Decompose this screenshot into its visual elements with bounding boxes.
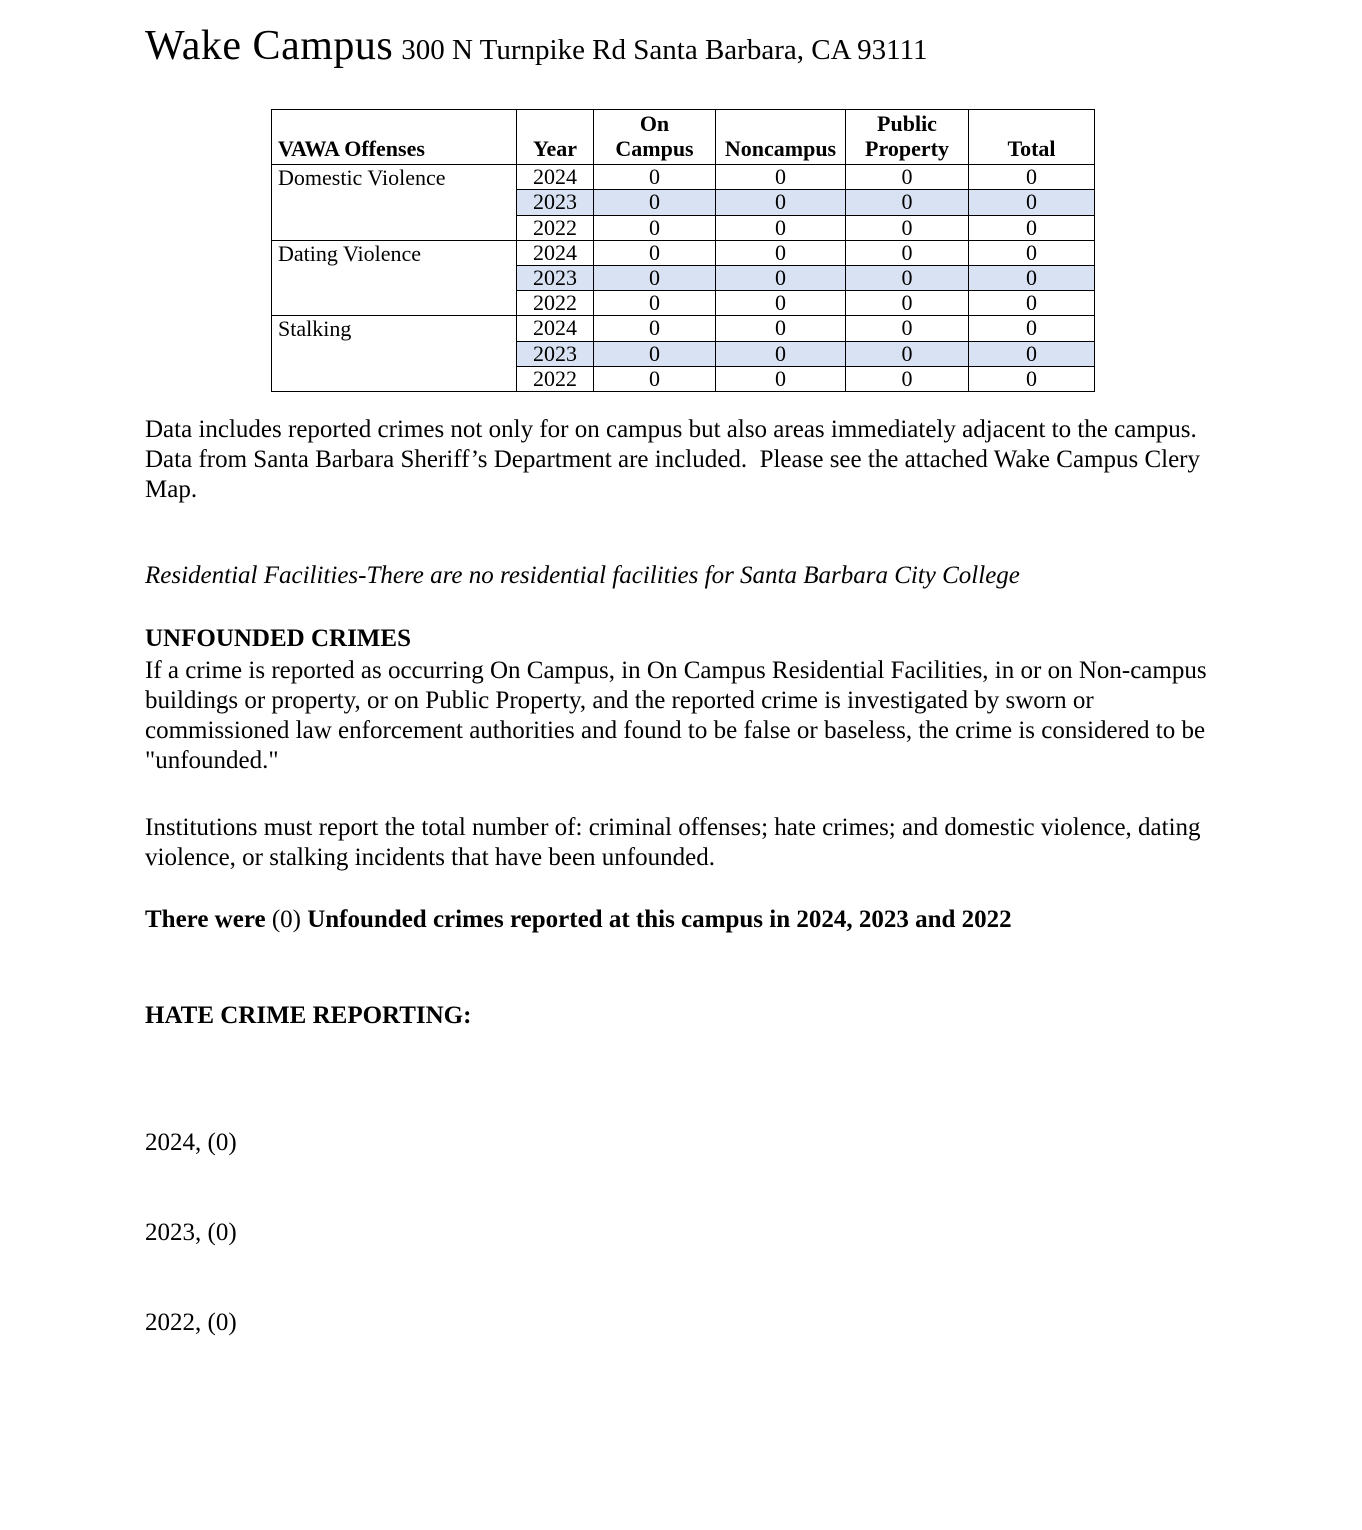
- year-cell: 2022: [517, 215, 594, 240]
- table-row: [272, 316, 1095, 341]
- hate-crime-heading: HATE CRIME REPORTING:: [145, 1002, 472, 1029]
- data-note-paragraph: Data includes reported crimes not only for on campus but also areas immediately adjacent to the campus. Data from Santa Barbara Sheriff’s Department are included. Please see the attached Wake Campus Clery Map.: [145, 416, 1207, 503]
- table-row: [272, 165, 1095, 190]
- value-cell: 0: [594, 366, 716, 391]
- value-cell: 0: [716, 190, 846, 215]
- column-header-on-campus: On Campus: [594, 110, 716, 165]
- year-cell: 2024: [517, 240, 594, 265]
- year-cell: 2023: [517, 341, 594, 366]
- year-cell: 2023: [517, 266, 594, 291]
- value-cell: 0: [716, 366, 846, 391]
- value-cell: 0: [846, 291, 969, 316]
- value-cell: 0: [969, 341, 1095, 366]
- value-cell: 0: [594, 266, 716, 291]
- reporting-requirement-paragraph: Institutions must report the total number of: criminal offenses; hate crimes; and domestic violence, dating violence, or stalking incidents that have been unfounded.: [145, 814, 1207, 871]
- value-cell: 0: [846, 240, 969, 265]
- year-cell: 2024: [517, 316, 594, 341]
- value-cell: 0: [594, 341, 716, 366]
- value-cell: 0: [594, 240, 716, 265]
- unfounded-definition-paragraph: If a crime is reported as occurring On Campus, in On Campus Residential Facilities, in or on Non-campus buildings or property, or on Public Property, and the reported crime is investigated by sworn or commissioned law enforcement authorities and found to be false or baseless, the crime is considered to be "unfounded.": [145, 657, 1213, 774]
- unfounded-statement: [145, 905, 1227, 935]
- hate-crime-year-line: 2023, (0): [145, 1219, 237, 1246]
- value-cell: 0: [969, 266, 1095, 291]
- value-cell: 0: [594, 316, 716, 341]
- residential-facilities-note: Residential Facilities-There are no residential facilities for Santa Barbara City College: [145, 562, 1020, 589]
- value-cell: 0: [846, 190, 969, 215]
- table-header-row: [272, 110, 1095, 165]
- value-cell: 0: [846, 266, 969, 291]
- value-cell: 0: [846, 341, 969, 366]
- hate-crime-year-list: [145, 1068, 1227, 1398]
- value-cell: 0: [594, 215, 716, 240]
- statement-count: (0): [271, 906, 301, 933]
- value-cell: 0: [969, 316, 1095, 341]
- value-cell: 0: [716, 240, 846, 265]
- statement-bold-prefix: There were: [145, 906, 272, 933]
- column-header-public-property: Public Property: [846, 110, 969, 165]
- column-header-noncampus: Noncampus: [716, 110, 846, 165]
- year-cell: 2022: [517, 291, 594, 316]
- value-cell: 0: [594, 291, 716, 316]
- campus-address: 300 N Turnpike Rd Santa Barbara, CA 93111: [401, 34, 928, 66]
- year-cell: 2023: [517, 190, 594, 215]
- value-cell: 0: [594, 165, 716, 190]
- offense-cell: Domestic Violence: [272, 165, 517, 241]
- hate-crime-year-line: 2022, (0): [145, 1309, 237, 1336]
- column-header-vawa-offenses: VAWA Offenses: [272, 110, 517, 165]
- offense-cell: Stalking: [272, 316, 517, 392]
- value-cell: 0: [594, 190, 716, 215]
- value-cell: 0: [716, 341, 846, 366]
- table-row: [272, 240, 1095, 265]
- year-cell: 2024: [517, 165, 594, 190]
- value-cell: 0: [716, 215, 846, 240]
- value-cell: 0: [969, 215, 1095, 240]
- value-cell: 0: [969, 240, 1095, 265]
- offense-cell: Dating Violence: [272, 240, 517, 316]
- campus-name: Wake Campus: [145, 23, 394, 69]
- value-cell: 0: [716, 266, 846, 291]
- statement-bold-suffix: Unfounded crimes reported at this campus in 2024, 2023 and 2022: [300, 906, 1012, 933]
- vawa-offenses-table: [271, 109, 1095, 392]
- unfounded-crimes-heading: UNFOUNDED CRIMES: [145, 625, 411, 652]
- year-cell: 2022: [517, 366, 594, 391]
- value-cell: 0: [846, 215, 969, 240]
- value-cell: 0: [846, 165, 969, 190]
- value-cell: 0: [846, 316, 969, 341]
- value-cell: 0: [716, 291, 846, 316]
- value-cell: 0: [969, 291, 1095, 316]
- value-cell: 0: [716, 165, 846, 190]
- column-header-year: Year: [517, 110, 594, 165]
- value-cell: 0: [969, 366, 1095, 391]
- value-cell: 0: [969, 165, 1095, 190]
- hate-crime-year-line: 2024, (0): [145, 1129, 237, 1156]
- value-cell: 0: [969, 190, 1095, 215]
- document-title-row: [145, 22, 928, 70]
- column-header-total: Total: [969, 110, 1095, 165]
- value-cell: 0: [846, 366, 969, 391]
- value-cell: 0: [716, 316, 846, 341]
